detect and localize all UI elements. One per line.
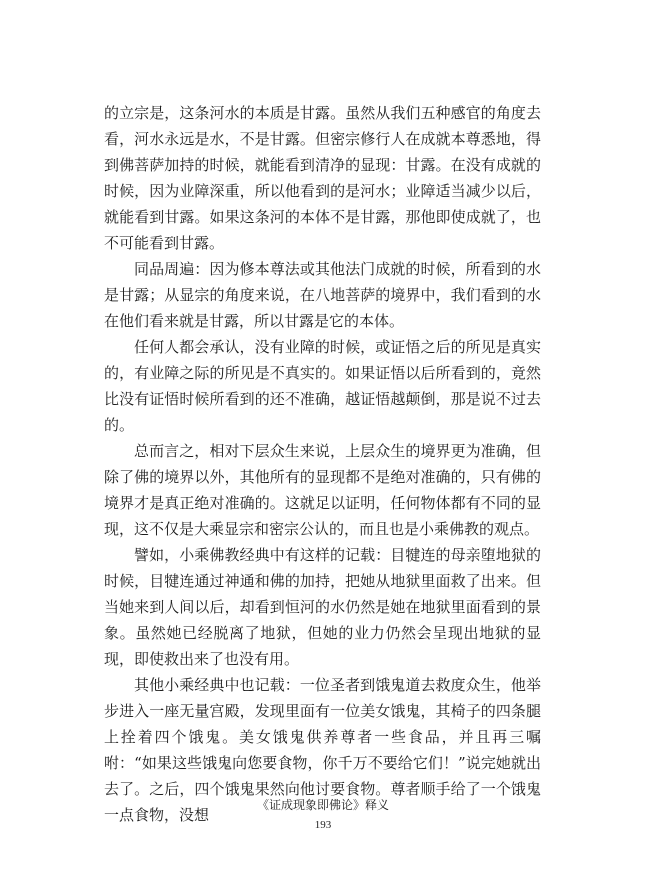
paragraph-realization: 任何人都会承认，没有业障的时候，或证悟之后的所见是真实的，有业障之际的所见是不真实的。如果证悟以后所看到的，竟然比没有证悟时候所看到的还不准确，越证悟越颠倒，那是说不过去的。 <box>104 338 541 434</box>
body-text <box>104 100 541 828</box>
page-number: 193 <box>314 819 332 831</box>
paragraph-hungry-ghosts: 其他小乘经典中也记载：一位圣者到饿鬼道去救度众生，他举步进入一座无量宫殿，发现里面有一位美女饿鬼，其椅子的四条腿上拴着四个饿鬼。美女饿鬼供养尊者一些食品，并且再三嘱咐：“如果这些饿鬼向您要食物，你千万不要给它们！”说完她就出去了。之后，四个饿鬼果然向他讨要食物。尊者顺手给了一个饿鬼一点食物，没想 <box>104 676 541 824</box>
paragraph-concordance: 同品周遍：因为修本尊法或其他法门成就的时候，所看到的水是甘露；从显宗的角度来说，在八地菩萨的境界中，我们看到的水在他们看来就是甘露，所以甘露是它的本体。 <box>104 260 541 330</box>
paragraph-continued: 的立宗是，这条河水的本质是甘露。虽然从我们五种感官的角度去看，河水永远是水，不是甘露。但密宗修行人在成就本尊悉地，得到佛菩萨加持的时候，就能看到清净的显现：甘露。在没有成就的时候，因为业障深重，所以他看到的是河水；业障适当减少以后，就能看到甘露。如果这条河的本体不是甘露，那他即使成就了，也不可能看到甘露。 <box>104 104 541 252</box>
paragraph-maudgalyayana: 譬如，小乘佛教经典中有这样的记载：目犍连的母亲堕地狱的时候，目犍连通过神通和佛的加持，把她从地狱里面救了出来。但当她来到人间以后，却看到恒河的水仍然是她在地狱里面看到的景象。虽然她已经脱离了地狱，但她的业力仍然会呈现出地狱的显现，即使救出来了也没有用。 <box>104 546 541 668</box>
paragraph-summary: 总而言之，相对下层众生来说，上层众生的境界更为准确，但除了佛的境界以外，其他所有的显现都不是绝对准确的，只有佛的境界才是真正绝对准确的。这就足以证明，任何物体都有不同的显现，这不仅是大乘显宗和密宗公认的，而且也是小乘佛教的观点。 <box>104 442 541 538</box>
footer-book-title: 《证成现象即佛论》释义 <box>256 798 389 812</box>
